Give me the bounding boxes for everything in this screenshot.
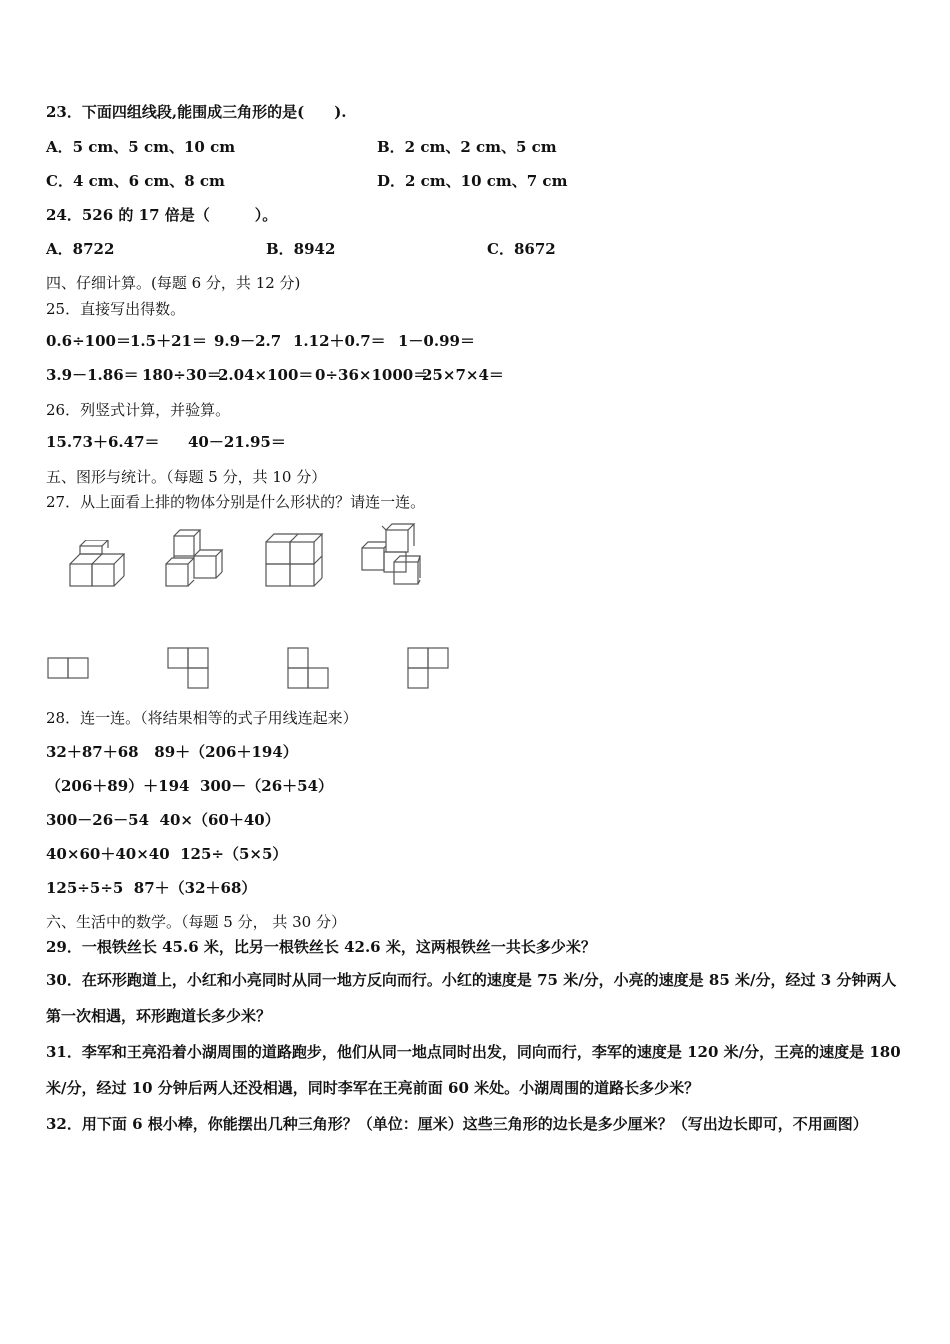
q25-row2-item: 3.9－1.86＝	[46, 366, 139, 384]
section5-title: 五、图形与统计。（每题 5 分，共 10 分）	[46, 468, 327, 486]
q28-stem: 28．连一连。（将结果相等的式子用线连起来）	[46, 709, 358, 727]
cube-stack-1	[66, 540, 126, 590]
q25-row2-item: 0÷36×1000＝	[315, 366, 429, 384]
q28-row	[46, 878, 256, 898]
q25-row1-item: 9.9－2.7	[214, 332, 282, 350]
q26-item: 15.73＋6.47＝	[46, 433, 160, 451]
q24-option-c: C．8672	[487, 240, 556, 258]
q25-row1-item: 0.6÷100＝	[46, 332, 131, 350]
q28-row	[46, 810, 280, 830]
q25-row2-item: 25×7×4＝	[422, 366, 504, 384]
q28-right-expr: 300－（26＋54）	[199, 777, 334, 795]
q28-left-expr: （206＋89）＋194	[46, 777, 190, 795]
q23-option-b: B．2 cm、2 cm、5 cm	[377, 138, 557, 156]
q23-stem: 23．下面四组线段,能围成三角形的是( ).	[46, 103, 347, 121]
q25-row1-item: 1－0.99＝	[398, 332, 475, 350]
q28-right-expr: 40×（60＋40）	[159, 811, 280, 829]
q28-row	[46, 776, 333, 796]
section4-title: 四、仔细计算。(每题 6 分，共 12 分)	[46, 274, 301, 292]
top-view-1	[46, 656, 92, 682]
q28-left-expr: 32＋87＋68	[46, 743, 139, 761]
top-view-4	[406, 646, 452, 692]
q28-right-expr: 89＋（206＋194）	[154, 743, 298, 761]
top-view-2	[166, 646, 212, 692]
q28-left-expr: 125÷5÷5	[46, 879, 124, 897]
q23-option-a: A．5 cm、5 cm、10 cm	[46, 138, 236, 156]
q24-stem: 24．526 的 17 倍是（ ）。	[46, 206, 278, 224]
q29-text: 29．一根铁丝长 45.6 米，比另一根铁丝长 42.6 米，这两根铁丝一共长多少米？	[46, 938, 596, 956]
q25-row1-item: 1.12＋0.7＝	[293, 332, 386, 350]
q28-row	[46, 742, 298, 762]
q28-left-expr: 40×60＋40×40	[46, 845, 170, 863]
cube-stack-2	[162, 528, 226, 592]
q25-row2-item: 2.04×100＝	[218, 366, 314, 384]
q26-stem: 26．列竖式计算，并验算。	[46, 401, 231, 419]
q30-text: 30．在环形跑道上，小红和小亮同时从同一地方反向而行。小红的速度是 75 米/分，小亮的速度是 85 米/分，经过 3 分钟两人第一次相遇，环形跑道长多少米？	[46, 971, 897, 1025]
q28-right-expr: 125÷（5×5）	[180, 845, 288, 863]
q25-row1-item: 1.5＋21＝	[130, 332, 207, 350]
q28-left-expr: 300－26－54	[46, 811, 150, 829]
q24-option-a: A．8722	[46, 240, 115, 258]
q31-text: 31．李军和王亮沿着小湖周围的道路跑步，他们从同一地点同时出发，同向而行，李军的速度是 120 米/分，王亮的速度是 180 米/分，经过 10 分钟后两人还没相遇，同时李军在王亮前面 60 米处。小湖周围的道路长多少米？	[46, 1043, 901, 1097]
cube-stack-3	[264, 532, 324, 588]
q28-row	[46, 844, 287, 864]
cube-stack-4	[358, 522, 424, 588]
top-view-3	[286, 646, 332, 692]
q23-option-c: C．4 cm、6 cm、8 cm	[46, 172, 225, 190]
q25-row2-item: 180÷30＝	[142, 366, 222, 384]
q26-item: 40－21.95＝	[188, 433, 286, 451]
q28-right-expr: 87＋（32＋68）	[133, 879, 257, 897]
q23-option-d: D．2 cm、10 cm、7 cm	[377, 172, 568, 190]
q24-option-b: B．8942	[266, 240, 336, 258]
section6-title: 六、生活中的数学。（每题 5 分， 共 30 分）	[46, 913, 346, 931]
q32-text: 32．用下面 6 根小棒，你能摆出几种三角形？（单位：厘米）这些三角形的边长是多少厘米？（写出边长即可，不用画图）	[46, 1115, 868, 1133]
q25-stem: 25．直接写出得数。	[46, 300, 186, 318]
q27-stem: 27．从上面看上排的物体分别是什么形状的？请连一连。	[46, 493, 426, 511]
